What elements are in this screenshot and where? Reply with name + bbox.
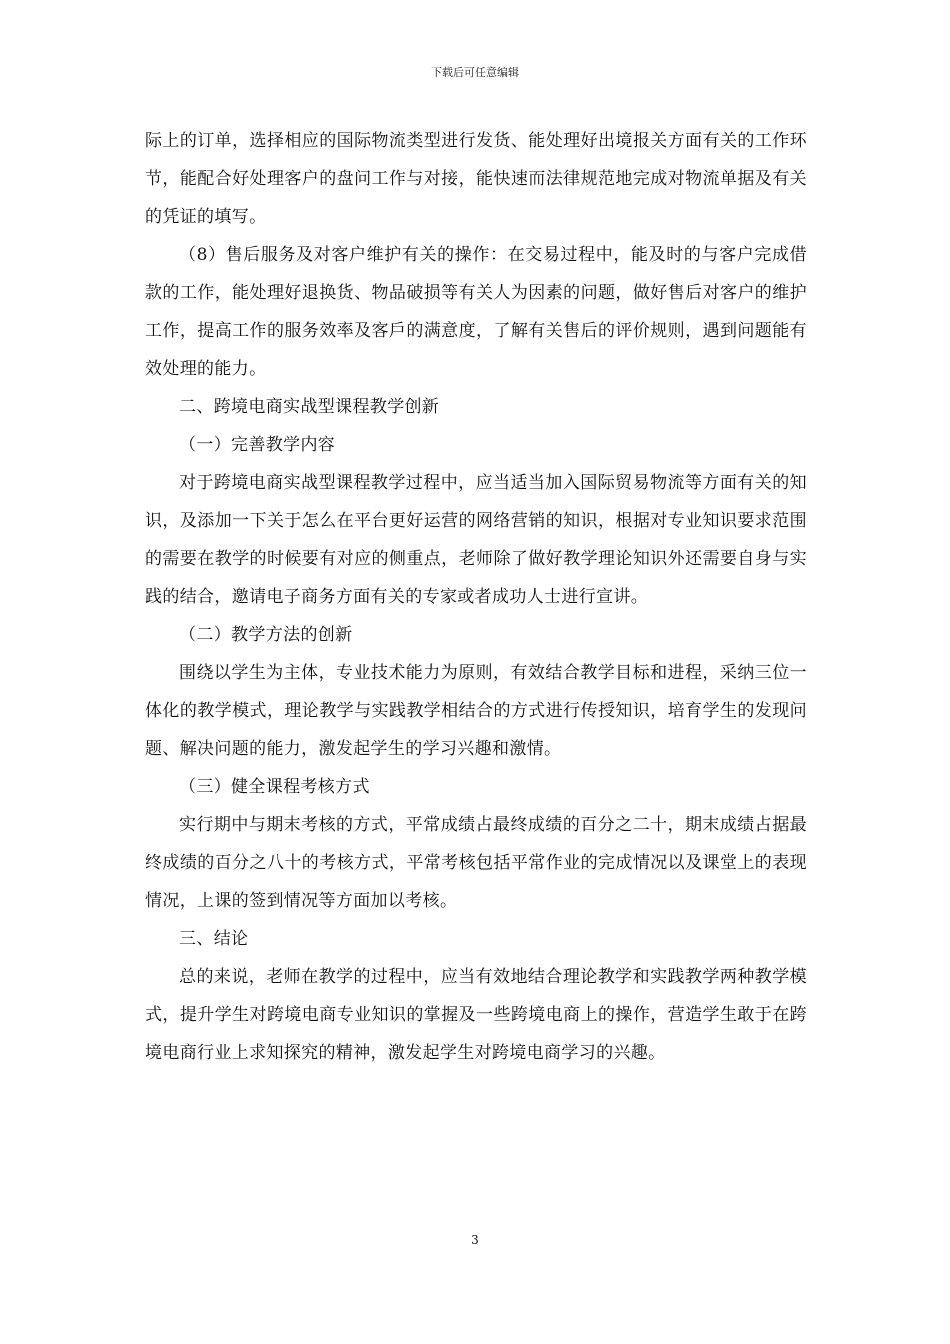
- subheading-assessment: （三）健全课程考核方式: [179, 777, 370, 797]
- paragraph-after-sales: （8）售后服务及对客户维护有关的操作：在交易过程中，能及时的与客户完成借款的工作，能处理好退换货、物品破损等有关人为因素的问题，做好售后对客户的维护工作，提高工作的服务效率及客戶的满意度，了解有关售后的评价规则，遇到问题能有效处理的能力。: [145, 245, 807, 379]
- paragraph-conclusion: 总的来说，老师在教学的过程中，应当有效地结合理论教学和实践教学两种教学模式，提升学生对跨境电商专业知识的掌握及一些跨境电商上的操作，营造学生敢于在跨境电商行业上求知探究的精神，激发起学生对跨境电商学习的兴趣。: [145, 967, 807, 1063]
- page-header: 下载后可任意编辑: [431, 66, 519, 79]
- subheading-teaching-method: （二）教学方法的创新: [179, 625, 353, 645]
- paragraph-logistics-continued: 际上的订单，选择相应的国际物流类型进行发货、能处理好出境报关方面有关的工作环节，能配合好处理客户的盘问工作与对接，能快速而法律规范地完成对物流单据及有关的凭证的填写。: [145, 131, 807, 227]
- page-number: 3: [471, 1233, 479, 1247]
- paragraph-teaching-method: 围绕以学生为主体，专业技术能力为原则，有效结合教学目标和进程，采纳三位一体化的教学模式，理论教学与实践教学相结合的方式进行传授知识，培育学生的发现问题、解决问题的能力，激发起学生的学习兴趣和激情。: [145, 663, 807, 759]
- document-body: [145, 122, 807, 1072]
- subheading-teaching-content: （一）完善教学内容: [179, 435, 336, 455]
- section-heading-conclusion: 三、结论: [179, 929, 249, 949]
- section-heading-innovation: 二、跨境电商实战型课程教学创新: [179, 397, 440, 417]
- paragraph-assessment: 实行期中与期末考核的方式，平常成绩占最终成绩的百分之二十，期末成绩占据最终成绩的百分之八十的考核方式，平常考核包括平常作业的完成情况以及课堂上的表现情况，上课的签到情况等方面加以考核。: [145, 815, 807, 911]
- paragraph-teaching-content: 对于跨境电商实战型课程教学过程中，应当适当加入国际贸易物流等方面有关的知识，及添加一下关于怎么在平台更好运营的网络营销的知识，根据对专业知识要求范围的需要在教学的时候要有对应的侧重点，老师除了做好教学理论知识外还需要自身与实践的结合，邀请电子商务方面有关的专家或者成功人士进行宣讲。: [145, 473, 807, 607]
